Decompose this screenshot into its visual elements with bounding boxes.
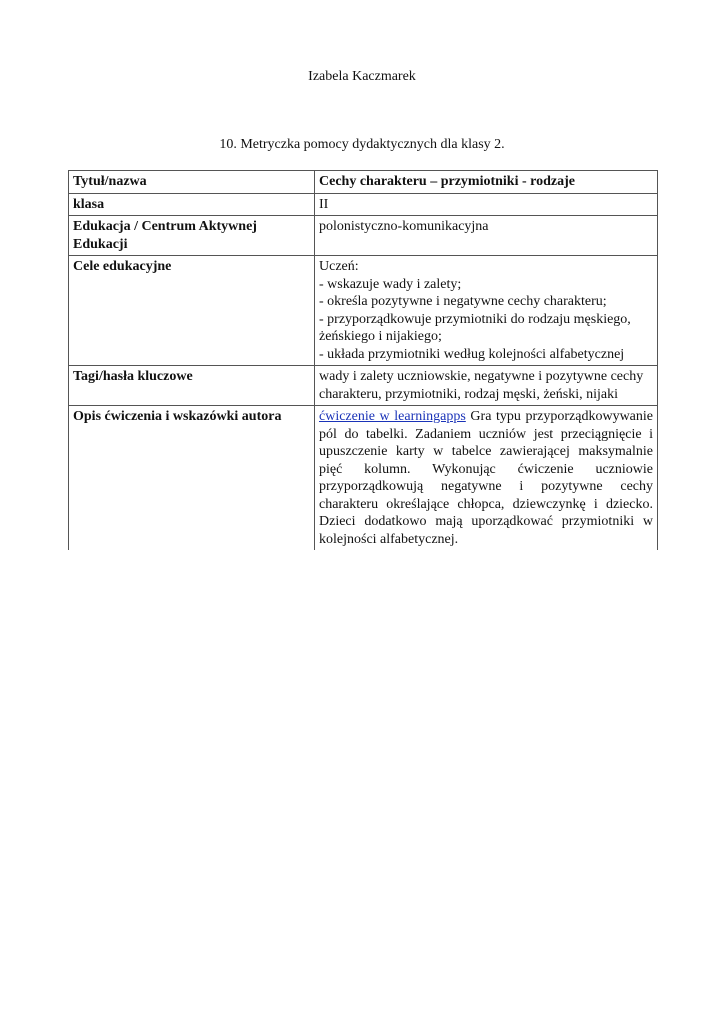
- learningapps-link[interactable]: ćwiczenie w learningapps: [319, 409, 466, 424]
- table-row: [69, 406, 658, 551]
- row-key: Tagi/hasła kluczowe: [69, 366, 315, 406]
- table-row: [69, 216, 658, 256]
- goal-line: - układa przymiotniki według kolejności alfabetycznej: [319, 346, 625, 362]
- row-value-goals: [315, 256, 658, 366]
- description-text: Gra typu przyporządkowywanie pól do tabelki. Zadaniem uczniów jest przeciągnięcie i upuszczenie karty w tabelce zawierającej maksymalnie pięć kolumn. Wykonując ćwiczenie uczniowie przyporządkowują negatywne i pozytywne cechy charakteru określające chłopca, dziewczynkę i dziecko. Dzieci dodatkowo mają uporządkować przymiotniki w kolejności alfabetycznej.: [319, 409, 654, 547]
- row-key: klasa: [69, 193, 315, 216]
- row-key: Opis ćwiczenia i wskazówki autora: [69, 406, 315, 551]
- metadata-table: [68, 170, 658, 550]
- table-row: [69, 171, 658, 194]
- goal-line: - określa pozytywne i negatywne cechy charakteru;: [319, 294, 607, 309]
- row-value: Cechy charakteru – przymiotniki - rodzaje: [315, 171, 658, 194]
- table-row: [69, 193, 658, 216]
- author-name: Izabela Kaczmarek: [308, 69, 416, 84]
- row-key: Edukacja / Centrum Aktywnej Edukacji: [69, 216, 315, 256]
- table-row: [69, 366, 658, 406]
- row-value: wady i zalety uczniowskie, negatywne i pozytywne cechy charakteru, przymiotniki, rodzaj męski, żeński, nijaki: [315, 366, 658, 406]
- table-row: [69, 256, 658, 366]
- row-value: II: [315, 193, 658, 216]
- goal-line: - przyporządkowuje przymiotniki do rodzaju męskiego, żeńskiego i nijakiego;: [319, 311, 631, 344]
- row-key: Cele edukacyjne: [69, 256, 315, 366]
- row-value: polonistyczno-komunikacyjna: [315, 216, 658, 256]
- goal-line: Uczeń:: [319, 259, 359, 274]
- goal-line: - wskazuje wady i zalety;: [319, 276, 462, 292]
- row-key: Tytuł/nazwa: [69, 171, 315, 194]
- row-value-description: [315, 406, 658, 551]
- document-title: 10. Metryczka pomocy dydaktycznych dla klasy 2.: [219, 137, 505, 152]
